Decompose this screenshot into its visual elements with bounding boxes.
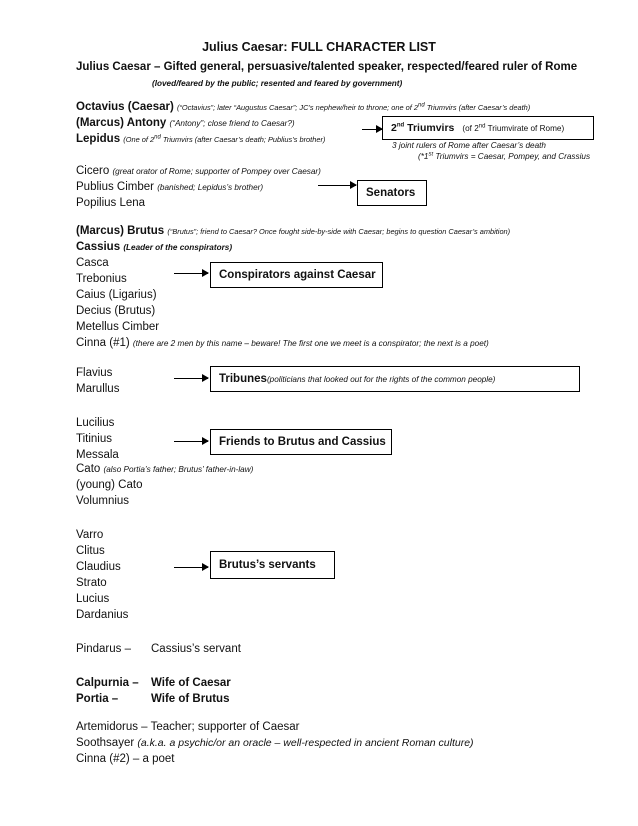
portia-role: Wife of Brutus — [151, 693, 230, 705]
lepidus-name: Lepidus — [76, 133, 121, 145]
octavius-note: (“Octavius”; later “Augustus Caesar”; JC’s nephew/heir to throne; one of 2nd Triumvirs (after Caesar’s death) — [177, 102, 531, 112]
antony-name: (Marcus) Antony — [76, 117, 167, 129]
arrow-triumvirs — [362, 129, 382, 130]
servant-strato: Strato — [76, 577, 107, 589]
servant-clitus: Clitus — [76, 545, 105, 557]
cinna2-entry: Cinna (#2) – a poet — [76, 753, 175, 765]
tribunes-box-note: (politicians that looked out for the rights of the common people) — [266, 374, 496, 384]
conspirator-ligarius: Caius (Ligarius) — [76, 289, 157, 301]
friend-young-cato: (young) Cato — [76, 479, 143, 491]
servants-box: Brutus’s servants — [210, 551, 335, 579]
cato-note: (also Portia’s father; Brutus’ father-in-law) — [103, 465, 254, 474]
caesar-desc: – Gifted general, persuasive/talented speaker, respected/feared ruler of Rome — [150, 61, 578, 73]
octavius-entry — [76, 101, 530, 113]
conspirator-decius: Decius (Brutus) — [76, 305, 156, 317]
friend-volumnius: Volumnius — [76, 495, 130, 507]
soothsayer-note: (a.k.a. a psychic/or an oracle – well-respected in ancient Roman culture) — [137, 737, 474, 749]
tribune-marullus: Marullus — [76, 383, 120, 395]
senators-box: Senators — [357, 180, 427, 206]
friend-lucilius: Lucilius — [76, 417, 115, 429]
friend-messala: Messala — [76, 449, 119, 461]
pindarus-role: Cassius’s servant — [151, 643, 241, 655]
cimber-entry — [76, 181, 263, 193]
tribune-flavius: Flavius — [76, 367, 113, 379]
lena-name: Popilius Lena — [76, 197, 146, 209]
servant-dardanius: Dardanius — [76, 609, 129, 621]
servant-claudius: Claudius — [76, 561, 121, 573]
triumvirs-def: 3 joint rulers of Rome after Caesar’s death — [392, 141, 546, 150]
arrow-servants — [174, 567, 208, 568]
cassius-name: Cassius — [76, 241, 121, 253]
cato-entry — [76, 463, 253, 475]
lepidus-entry — [76, 133, 325, 145]
conspirator-trebonius: Trebonius — [76, 273, 127, 285]
cicero-note: (great orator of Rome; supporter of Pompey over Caesar) — [112, 167, 321, 176]
cassius-note: (Leader of the conspirators) — [123, 243, 233, 252]
servant-lucius: Lucius — [76, 593, 110, 605]
cassius-entry — [76, 241, 232, 253]
antony-entry — [76, 117, 295, 129]
conspirators-box: Conspirators against Caesar — [210, 262, 383, 288]
calpurnia-role: Wife of Caesar — [151, 677, 231, 689]
servant-varro: Varro — [76, 529, 104, 541]
artemidorus-entry: Artemidorus – Teacher; supporter of Caesar — [76, 721, 300, 733]
first-triumvirs-note: (*1st Triumvirs = Caesar, Pompey, and Crassius — [418, 152, 591, 161]
cato-name: Cato — [76, 463, 101, 475]
arrow-senators — [318, 185, 356, 186]
arrow-tribunes — [174, 378, 208, 379]
tribunes-box-title: Tribunes — [219, 373, 267, 385]
caesar-sub: (loved/feared by the public; resented and feared by government) — [152, 79, 403, 88]
soothsayer-name: Soothsayer — [76, 737, 135, 749]
conspirator-metellus: Metellus Cimber — [76, 321, 160, 333]
triumvirs-box-sub: (of 2nd Triumvirate of Rome) — [462, 122, 565, 133]
friend-titinius: Titinius — [76, 433, 112, 445]
friends-box: Friends to Brutus and Cassius — [210, 429, 392, 455]
triumvirs-box — [382, 116, 594, 140]
cimber-name: Publius Cimber — [76, 181, 154, 193]
caesar-entry — [76, 61, 577, 73]
arrow-friends — [174, 441, 208, 442]
brutus-name: (Marcus) Brutus — [76, 225, 165, 237]
cinna1-name: Cinna (#1) — [76, 337, 130, 349]
calpurnia-name: Calpurnia – — [76, 677, 139, 689]
tribunes-box — [210, 366, 580, 392]
antony-note: (“Antony”; close friend to Caesar?) — [169, 119, 295, 128]
arrow-conspirators — [174, 273, 208, 274]
triumvirs-box-title: 2nd Triumvirs — [391, 122, 455, 134]
cinna1-note: (there are 2 men by this name – beware! The first one we meet is a conspirator; the next is a poet) — [132, 339, 489, 348]
cicero-name: Cicero — [76, 165, 110, 177]
brutus-note: (“Brutus”; friend to Caesar? Once fought side-by-side with Caesar; begins to question Caesar’s ambition) — [167, 227, 511, 236]
cicero-entry — [76, 165, 321, 177]
cimber-note: (banished; Lepidus’s brother) — [157, 183, 264, 192]
lepidus-note: (One of 2nd Triumvirs (after Caesar’s death; Publius’s brother) — [123, 134, 326, 144]
caesar-name: Julius Caesar — [76, 61, 151, 73]
octavius-name: Octavius (Caesar) — [76, 101, 174, 113]
soothsayer-entry — [76, 737, 474, 749]
portia-name: Portia – — [76, 693, 119, 705]
pindarus-name: Pindarus – — [76, 643, 131, 655]
cinna1-entry — [76, 337, 489, 349]
conspirator-casca: Casca — [76, 257, 109, 269]
brutus-entry — [76, 225, 510, 237]
page-title: Julius Caesar: FULL CHARACTER LIST — [202, 40, 436, 54]
